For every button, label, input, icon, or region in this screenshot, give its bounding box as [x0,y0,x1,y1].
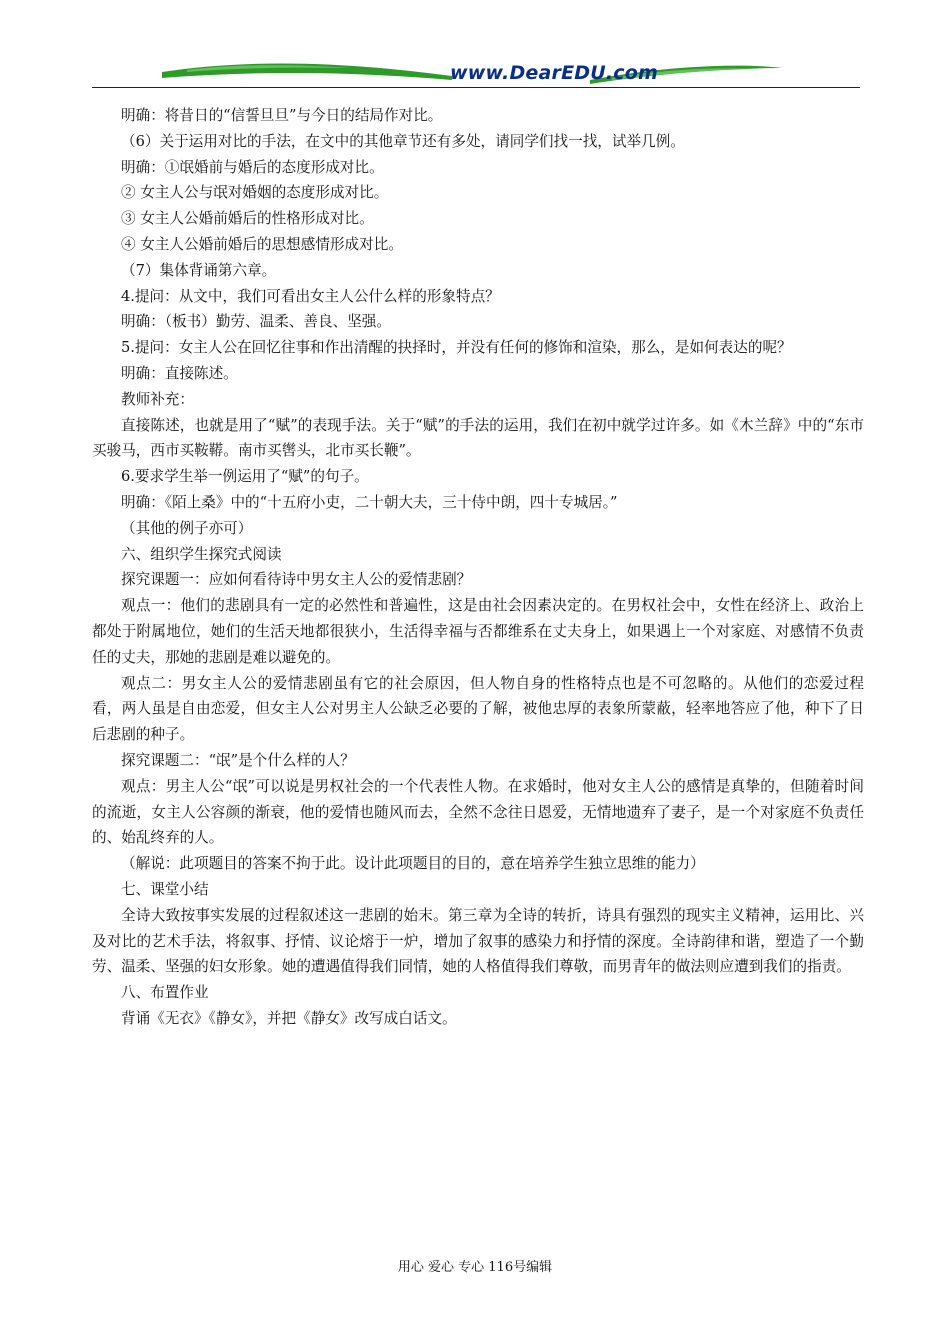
paragraph: 明确：将昔日的“信誓旦旦”与今日的结局作对比。 [121,107,443,124]
paragraph: 明确：①氓婚前与婚后的态度形成对比。 [121,158,384,176]
document-body [92,103,864,1032]
paragraph: 探究课题二：“氓”是个什么样的人？ [121,751,355,769]
paragraph: （6）关于运用对比的手法，在文中的其他章节还有多处，请同学们找一找，试举几例。 [121,132,685,150]
paragraph: 八、布置作业 [121,984,209,1002]
paragraph: 背诵《无衣》《静女》，并把《静女》改写成白话文。 [121,1009,457,1027]
paragraph: 观点一：他们的悲剧具有一定的必然性和普遍性，这是由社会因素决定的。在男权社会中，女性在经济上、政治上都处于附属地位，她们的生活天地都很狭小，生活得幸福与否都维系在丈夫身上，如果遇上一个对家庭、对感情不负责任的丈夫，那她的悲剧是难以避免的。 [92,597,864,666]
header-rule [92,87,860,88]
page-footer: 用心 爱心 专心 116号编辑 [397,1260,553,1275]
paragraph: 明确：（板书）勤劳、温柔、善良、坚强。 [121,313,391,331]
paragraph: （7）集体背诵第六章。 [121,261,277,279]
paragraph: 6.要求学生举一例运用了“赋”的句子。 [121,468,369,486]
paragraph: ② 女主人公与氓对婚姻的态度形成对比。 [121,184,389,202]
paragraph: 5.提问：女主人公在回忆往事和作出清醒的抉择时，并没有任何的修饰和渲染，那么，是如何表达的呢？ [121,339,792,357]
paragraph: 4.提问：从文中，我们可看出女主人公什么样的形象特点？ [121,287,500,305]
paragraph: ③ 女主人公婚前婚后的性格形成对比。 [121,210,374,228]
paragraph: 明确：《陌上桑》中的“十五府小吏，二十朝大夫，三十侍中朗，四十专城居。” [121,493,618,511]
paragraph: 观点二：男女主人公的爱情悲剧虽有它的社会原因，但人物自身的性格特点也是不可忽略的。从他们的恋爱过程看，两人虽是自由恋爱，但女主人公对男主人公缺乏必要的了解，被他忠厚的表象所蒙蔽，轻率地答应了他，种下了日后悲剧的种子。 [92,674,864,744]
paragraph: ④ 女主人公婚前婚后的思想感情形成对比。 [121,235,403,253]
paragraph: 探究课题一：应如何看待诗中男女主人公的爱情悲剧？ [121,571,472,589]
paragraph: 教师补充： [121,390,194,408]
paragraph: 观点：男主人公“氓”可以说是男权社会的一个代表性人物。在求婚时，他对女主人公的感情是真挚的，但随着时间的流逝，女主人公容颜的渐衰，他的爱情也随风而去，全然不念往日恩爱，无情地遗弃了妻子，是一个对家庭不负责任的、始乱终弃的人。 [92,777,864,847]
paragraph: （其他的例子亦可） [121,519,253,537]
paragraph: 直接陈述，也就是用了“赋”的表现手法。关于“赋”的手法的运用，我们在初中就学过许多。如《木兰辞》中的“东市买骏马，西市买鞍鞯。南市买辔头，北市买长鞭”。 [92,416,864,460]
paragraph: （解说：此项题目的答案不拘于此。设计此项题目的目的，意在培养学生独立思维的能力） [121,855,705,873]
site-name: www.DearEDU.com [450,62,659,84]
paragraph: 七、课堂小结 [121,880,209,898]
paragraph: 全诗大致按事实发展的过程叙述这一悲剧的始末。第三章为全诗的转折，诗具有强烈的现实主义精神，运用比、兴及对比的艺术手法，将叙事、抒情、议论熔于一炉，增加了叙事的感染力和抒情的深度。全诗韵律和谐，塑造了一个勤劳、温柔、坚强的妇女形象。她的遭遇值得我们同情，她的人格值得我们尊敬，而男青年的做法则应遭到我们的指责。 [92,906,864,976]
paragraph: 六、组织学生探究式阅读 [121,545,282,563]
paragraph: 明确：直接陈述。 [121,364,238,382]
